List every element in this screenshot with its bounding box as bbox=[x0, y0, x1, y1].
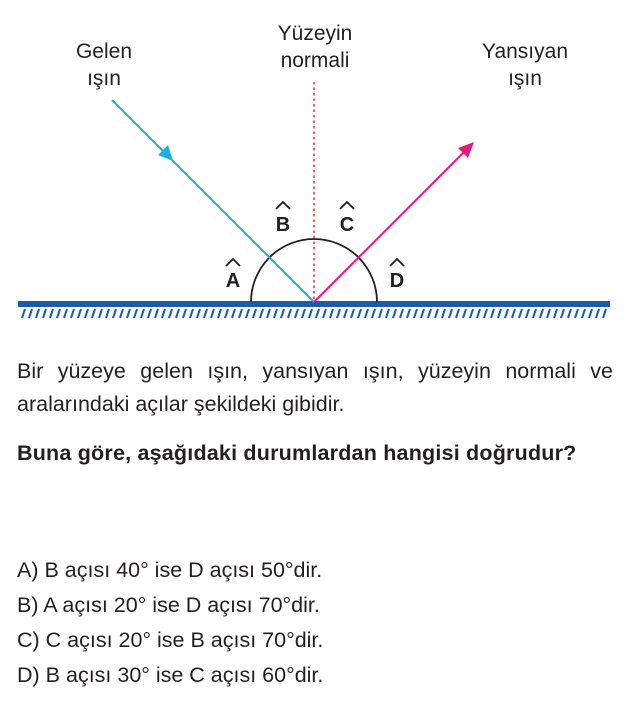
angle-a-label bbox=[226, 259, 240, 292]
problem-statement: Bir yüzeye gelen ışın, yansıyan ışın, yüzeyin normali ve aralarındaki açılar şekildeki gibidir. bbox=[17, 359, 613, 416]
option-text: C açısı 20° ise B açısı 70°dir. bbox=[45, 628, 324, 652]
reflected-ray-label-line2: ışın bbox=[508, 67, 542, 90]
option-b[interactable] bbox=[17, 588, 613, 623]
reflection-diagram bbox=[0, 0, 624, 330]
svg-text:C: C bbox=[339, 214, 355, 236]
question-text: Buna göre, aşağıdaki durumlardan hangisi doğrudur? bbox=[17, 441, 577, 465]
svg-text:A: A bbox=[225, 270, 241, 292]
svg-text:D: D bbox=[389, 270, 405, 292]
incident-ray-label-line1: Gelen bbox=[75, 40, 133, 63]
reflected-ray-label-line1: Yansıyan bbox=[482, 40, 568, 63]
option-d[interactable] bbox=[17, 658, 613, 693]
option-text: B açısı 40° ise D açısı 50°dir. bbox=[44, 558, 323, 582]
option-letter: A) bbox=[17, 558, 39, 582]
angle-d-label bbox=[390, 259, 404, 292]
incident-ray-label-line2: ışın bbox=[87, 67, 121, 90]
option-letter: D) bbox=[17, 663, 40, 687]
option-letter: B) bbox=[17, 593, 39, 617]
svg-text:B: B bbox=[275, 214, 291, 236]
surface-hatching bbox=[22, 309, 606, 318]
option-a[interactable] bbox=[17, 553, 613, 588]
answer-options bbox=[17, 553, 613, 693]
option-text: A açısı 20° ise D açısı 70°dir. bbox=[43, 593, 320, 617]
option-c[interactable] bbox=[17, 623, 613, 658]
normal-label-line2: normali bbox=[280, 49, 350, 72]
incident-ray bbox=[112, 100, 314, 302]
option-text: B açısı 30° ise C açısı 60°dir. bbox=[45, 663, 324, 687]
angle-c-label bbox=[340, 202, 354, 236]
angle-b-label bbox=[276, 202, 290, 236]
option-letter: C) bbox=[17, 628, 40, 652]
normal-label-line1: Yüzeyin bbox=[277, 22, 353, 45]
